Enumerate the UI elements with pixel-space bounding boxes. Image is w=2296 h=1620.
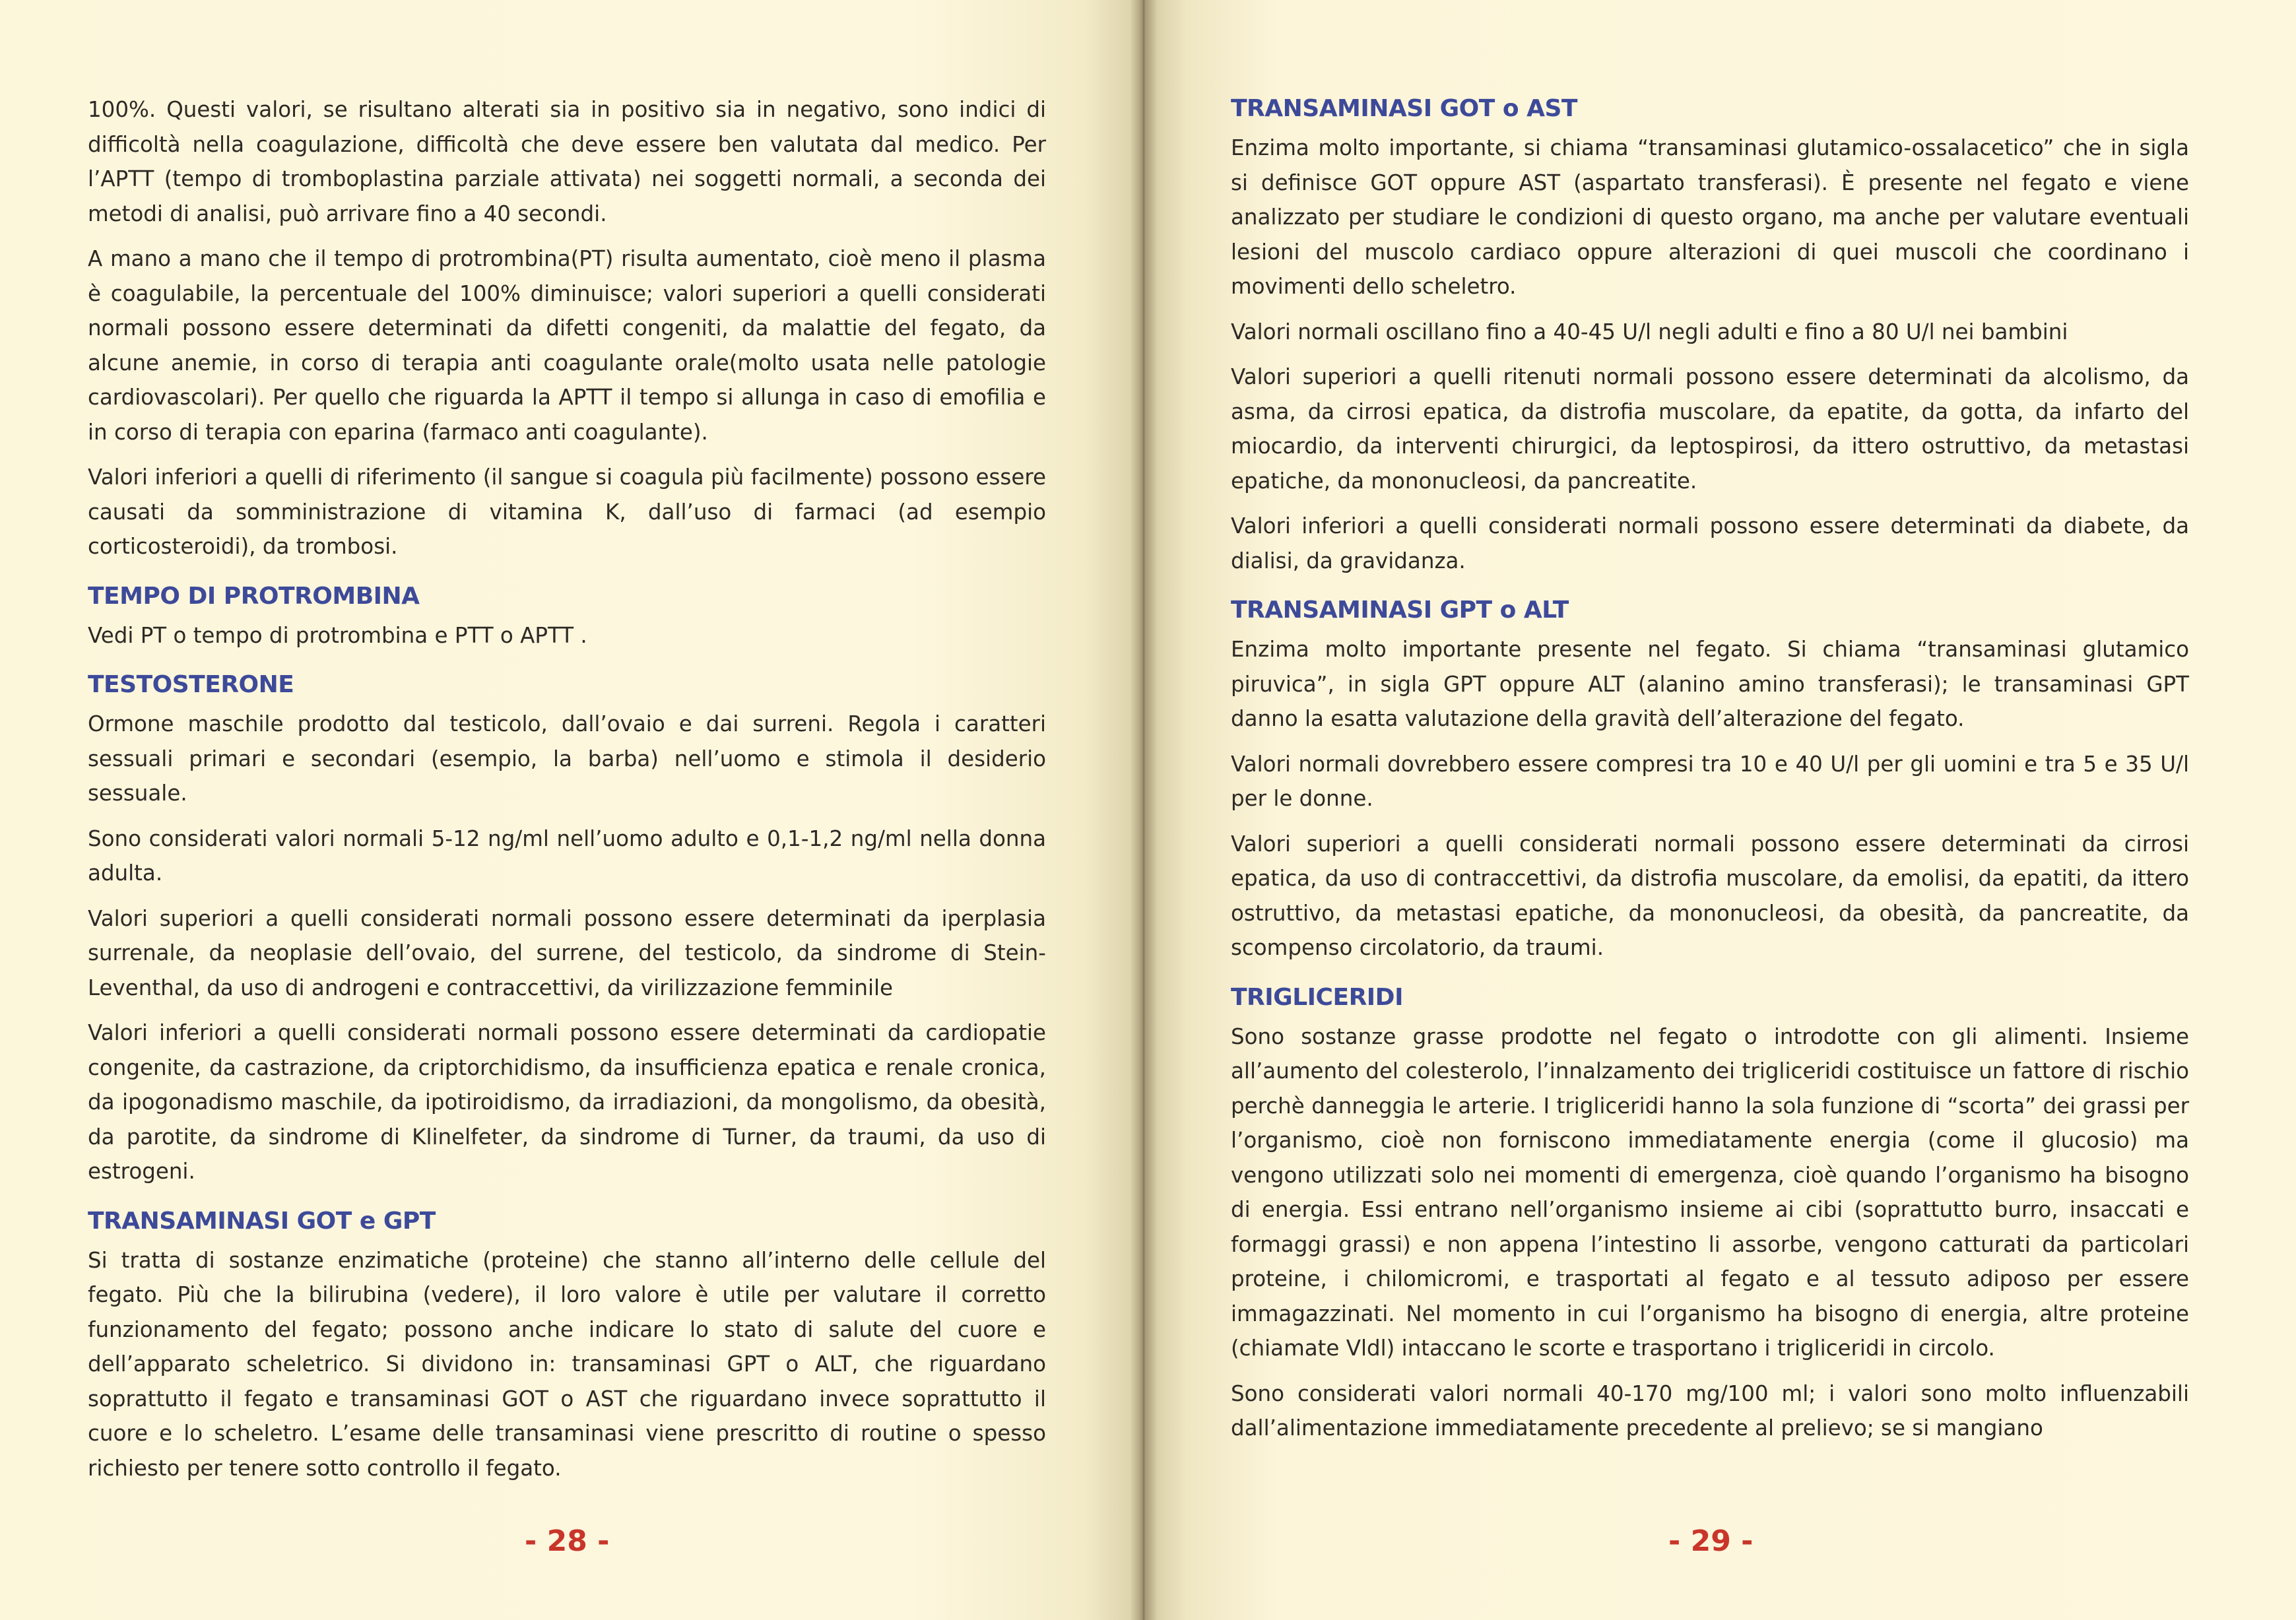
paragraph: Ormone maschile prodotto dal testicolo, dall’ovaio e dai surreni. Regola i caratteri sessuali primari e secondari (esempio, la barba) nell’uomo e stimola il desiderio sessuale.: [88, 711, 1046, 806]
section-heading: TRANSAMINASI GPT o ALT: [1231, 597, 1569, 624]
paragraph: 100%. Questi valori, se risultano alterati sia in positivo sia in negativo, sono indici di difficoltà nella coagulazione, difficoltà che deve essere ben valutata dal medico. Per l’APTT (tempo di tromboplastina parziale attivata) nei soggetti normali, a seconda dei metodi di analisi, può arrivare fino a 40 secondi.: [88, 97, 1046, 226]
right-page: [1140, 0, 2296, 1620]
page-number: - 28 -: [525, 1524, 610, 1558]
left-text-column: [88, 92, 1046, 1496]
paragraph: Enzima molto importante, si chiama “transaminasi glutamico-ossalacetico” che in sigla si definisce GOT oppure AST (aspartato transferasi). È presente nel fegato e viene analizzato per studiare le condizioni di questo organo, ma anche per valutare eventuali lesioni del muscolo cardiaco oppure alterazioni di quei muscoli che coordinano i movimenti dello scheletro.: [1231, 135, 2189, 299]
right-text-column: [1231, 92, 2189, 1456]
paragraph: Valori normali oscillano fino a 40-45 U/l negli adulti e fino a 80 U/l nei bambini: [1231, 319, 2068, 344]
paragraph: Valori superiori a quelli ritenuti normali possono essere determinati da alcolismo, da asma, da cirrosi epatica, da distrofia muscolare, da epatite, da gotta, da infarto del miocardio, da interventi chirurgici, da leptospirosi, da ittero ostruttivo, da metastasi epatiche, da mononucleosi, da pancreatite.: [1231, 364, 2189, 494]
left-page: [0, 0, 1140, 1620]
section-heading: TEMPO DI PROTROMBINA: [88, 582, 420, 610]
paragraph: Sono considerati valori normali 5-12 ng/ml nell’uomo adulto e 0,1-1,2 ng/ml nella donna adulta.: [88, 826, 1046, 886]
paragraph: Valori superiori a quelli considerati normali possono essere determinati da iperplasia surrenale, da neoplasie dell’ovaio, del surrene, del testicolo, da sindrome di Stein-Leventhal, da uso di androgeni e contraccettivi, da virilizzazione femminile: [88, 905, 1046, 1000]
paragraph: Valori inferiori a quelli considerati normali possono essere determinati da diabete, da dialisi, da gravidanza.: [1231, 513, 2189, 573]
book-gutter: [1130, 0, 1158, 1620]
paragraph: Enzima molto importante presente nel fegato. Si chiama “transaminasi glutamico piruvica”, in sigla GPT oppure ALT (alanino amino transferasi); le transaminasi GPT danno la esatta valutazione della gravità dell’alterazione del fegato.: [1231, 637, 2189, 731]
paragraph: Valori inferiori a quelli considerati normali possono essere determinati da cardiopatie congenite, da castrazione, da criptorchidismo, da insufficienza epatica e renale cronica, da ipogonadismo maschile, da ipotiroidismo, da irradiazioni, da mongolismo, da obesità, da parotite, da sindrome di Klinelfeter, da sindrome di Turner, da traumi, da uso di estrogeni.: [88, 1020, 1046, 1184]
paragraph: A mano a mano che il tempo di protrombina(PT) risulta aumentato, cioè meno il plasma è coagulabile, la percentuale del 100% diminuisce; valori superiori a quelli considerati normali possono essere determinati da difetti congeniti, da malattie del fegato, da alcune anemie, in corso di terapia anti coagulante orale(molto usata nelle patologie cardiovascolari). Per quello che riguarda la APTT il tempo si allunga in caso di emofilia e in corso di terapia con eparina (farmaco anti coagulante).: [88, 246, 1046, 445]
paragraph: Sono sostanze grasse prodotte nel fegato o introdotte con gli alimenti. Insieme all’aumento del colesterolo, l’innalzamento dei trigliceridi costituisce un fattore di rischio perchè danneggia le arterie. I trigliceridi hanno la sola funzione di “scorta” dei grassi per l’organismo, cioè non forniscono immediatamente energia (come il glucosio) ma vengono utilizzati solo nei momenti di emergenza, cioè quando l’organismo ha bisogno di energia. Essi entrano nell’organismo insieme ai cibi (soprattutto burro, insaccati e formaggi grassi) e non appena l’intestino li assorbe, vengono catturati da particolari proteine, i chilomicromi, e trasportati al fegato e al tessuto adiposo per essere immagazzinati. Nel momento in cui l’organismo ha bisogno di energia, altre proteine (chiamate Vldl) intaccano le scorte e trasportano i trigliceridi in circolo.: [1231, 1023, 2189, 1361]
paragraph: Si tratta di sostanze enzimatiche (proteine) che stanno all’interno delle cellule del fegato. Più che la bilirubina (vedere), il loro valore è utile per valutare il corretto funzionamento del fegato; possono anche indicare lo stato di salute del cuore e dell’apparato scheletrico. Si dividono in: transaminasi GPT o ALT, che riguardano soprattutto il fegato e transaminasi GOT o AST che riguardano invece soprattutto il cuore e lo scheletro. L’esame delle transaminasi viene prescritto di routine o spesso richiesto per tenere sotto controllo il fegato.: [88, 1247, 1046, 1481]
paragraph: Sono considerati valori normali 40-170 mg/100 ml; i valori sono molto influenzabili dall’alimentazione immediatamente precedente al prelievo; se si mangiano: [1231, 1380, 2189, 1441]
page-number: - 29 -: [1668, 1524, 1754, 1558]
paragraph: Vedi PT o tempo di protrombina e PTT o APTT .: [88, 622, 587, 648]
section-heading: TESTOSTERONE: [88, 671, 294, 698]
paragraph: Valori inferiori a quelli di riferimento (il sangue si coagula più facilmente) possono essere causati da somministrazione di vitamina K, dall’uso di farmaci (ad esempio corticosteroidi), da trombosi.: [88, 465, 1046, 559]
paragraph: Valori superiori a quelli considerati normali possono essere determinati da cirrosi epatica, da uso di contraccettivi, da distrofia muscolare, da emolisi, da epatiti, da ittero ostruttivo, da metastasi epatiche, da mononucleosi, da obesità, da pancreatite, da scompenso circolatorio, da traumi.: [1231, 831, 2189, 960]
section-heading: TRANSAMINASI GOT o AST: [1231, 95, 1577, 122]
section-heading: TRANSAMINASI GOT e GPT: [88, 1207, 436, 1235]
section-heading: TRIGLICERIDI: [1231, 983, 1403, 1011]
paragraph: Valori normali dovrebbero essere compresi tra 10 e 40 U/l per gli uomini e tra 5 e 35 U/l per le donne.: [1231, 751, 2189, 811]
